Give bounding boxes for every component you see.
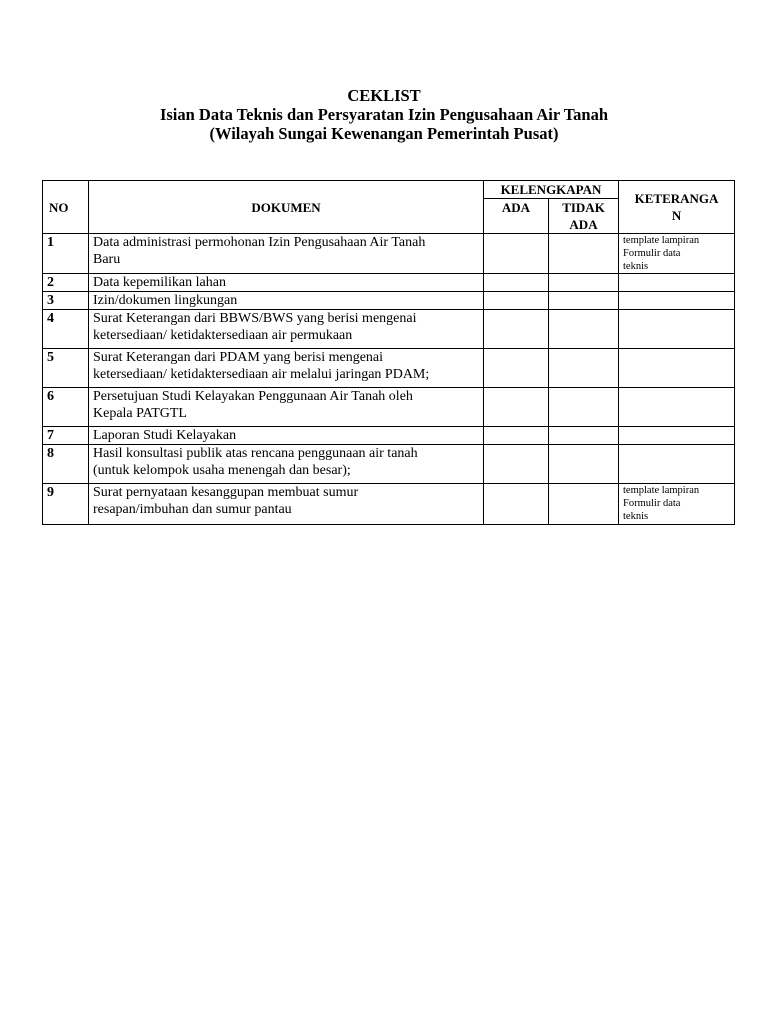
ada-cell[interactable] — [484, 234, 549, 274]
document-title — [0, 86, 768, 143]
row-document — [89, 484, 484, 525]
row-document-line-1: Persetujuan Studi Kelayakan Penggunaan Air Tanah oleh — [93, 389, 413, 404]
row-document — [89, 388, 484, 427]
row-document — [89, 445, 484, 484]
tidak-ada-cell[interactable] — [549, 310, 619, 349]
header-dokumen: DOKUMEN — [89, 181, 484, 234]
title-line-1: CEKLIST — [347, 86, 421, 105]
keterangan-cell[interactable] — [619, 388, 735, 427]
keterangan-cell[interactable] — [619, 274, 735, 292]
tidak-ada-cell[interactable] — [549, 349, 619, 388]
tidak-ada-cell[interactable] — [549, 274, 619, 292]
note-line-2: Formulir data — [623, 498, 681, 509]
ada-cell[interactable] — [484, 292, 549, 310]
note-line-3: teknis — [623, 261, 649, 272]
tidak-ada-cell[interactable] — [549, 234, 619, 274]
table-row — [43, 445, 735, 484]
row-document — [89, 234, 484, 274]
row-document-line-1: Hasil konsultasi publik atas rencana penggunaan air tanah — [93, 446, 418, 461]
row-document: Izin/dokumen lingkungan — [89, 292, 484, 310]
header-tidak-ada-line-1: TIDAK — [562, 200, 605, 215]
table-row — [43, 349, 735, 388]
row-document-line-2: ketersediaan/ ketidaktersediaan air permukaan — [93, 328, 353, 343]
keterangan-cell — [619, 234, 735, 274]
ada-cell[interactable] — [484, 349, 549, 388]
ada-cell[interactable] — [484, 310, 549, 349]
table-row — [43, 484, 735, 525]
row-no: 7 — [43, 427, 89, 445]
note-line-3: teknis — [623, 511, 649, 522]
row-no: 4 — [43, 310, 89, 349]
keterangan-cell[interactable] — [619, 427, 735, 445]
row-document: Laporan Studi Kelayakan — [89, 427, 484, 445]
header-tidak-ada-line-2: ADA — [569, 217, 598, 232]
header-tidak-ada — [549, 199, 619, 234]
tidak-ada-cell[interactable] — [549, 445, 619, 484]
row-document-line-2: Baru — [93, 252, 121, 267]
table-row — [43, 388, 735, 427]
keterangan-cell — [619, 484, 735, 525]
header-keterangan-line-1: KETERANGA — [634, 191, 719, 206]
note-line-2: Formulir data — [623, 248, 681, 259]
ada-cell[interactable] — [484, 427, 549, 445]
tidak-ada-cell[interactable] — [549, 484, 619, 525]
row-document-line-2: Kepala PATGTL — [93, 406, 187, 421]
row-no: 9 — [43, 484, 89, 525]
title-line-2: Isian Data Teknis dan Persyaratan Izin Pengusahaan Air Tanah — [159, 105, 609, 124]
keterangan-cell[interactable] — [619, 310, 735, 349]
header-keterangan-line-2: N — [671, 208, 682, 223]
row-no: 6 — [43, 388, 89, 427]
row-document-line-2: resapan/imbuhan dan sumur pantau — [93, 502, 292, 517]
ada-cell[interactable] — [484, 445, 549, 484]
row-document-line-1: Surat Keterangan dari BBWS/BWS yang berisi mengenai — [93, 311, 417, 326]
row-no: 5 — [43, 349, 89, 388]
keterangan-cell[interactable] — [619, 349, 735, 388]
header-no: NO — [43, 181, 89, 234]
checklist-table — [42, 180, 735, 525]
tidak-ada-cell[interactable] — [549, 292, 619, 310]
keterangan-cell[interactable] — [619, 292, 735, 310]
row-no: 8 — [43, 445, 89, 484]
header-ada: ADA — [484, 199, 549, 234]
table-row — [43, 292, 735, 310]
row-document: Data kepemilikan lahan — [89, 274, 484, 292]
row-no: 3 — [43, 292, 89, 310]
row-document-line-2: ketersediaan/ ketidaktersediaan air melalui jaringan PDAM; — [93, 367, 430, 382]
row-no: 2 — [43, 274, 89, 292]
keterangan-cell[interactable] — [619, 445, 735, 484]
note-line-1: template lampiran — [623, 235, 700, 246]
table-row — [43, 427, 735, 445]
row-document-line-1: Data administrasi permohonan Izin Pengusahaan Air Tanah — [93, 235, 426, 250]
table-row — [43, 274, 735, 292]
table-row — [43, 310, 735, 349]
title-line-3: (Wilayah Sungai Kewenangan Pemerintah Pusat) — [209, 124, 559, 143]
ada-cell[interactable] — [484, 274, 549, 292]
row-document-line-2: (untuk kelompok usaha menengah dan besar); — [93, 463, 351, 478]
row-document — [89, 310, 484, 349]
tidak-ada-cell[interactable] — [549, 427, 619, 445]
row-document — [89, 349, 484, 388]
row-no: 1 — [43, 234, 89, 274]
header-keterangan — [619, 181, 735, 234]
tidak-ada-cell[interactable] — [549, 388, 619, 427]
row-document-line-1: Surat Keterangan dari PDAM yang berisi mengenai — [93, 350, 384, 365]
row-document-line-1: Surat pernyataan kesanggupan membuat sumur — [93, 485, 359, 500]
ada-cell[interactable] — [484, 484, 549, 525]
note-line-1: template lampiran — [623, 485, 700, 496]
header-kelengkapan: KELENGKAPAN — [484, 181, 619, 199]
table-row — [43, 234, 735, 274]
ada-cell[interactable] — [484, 388, 549, 427]
